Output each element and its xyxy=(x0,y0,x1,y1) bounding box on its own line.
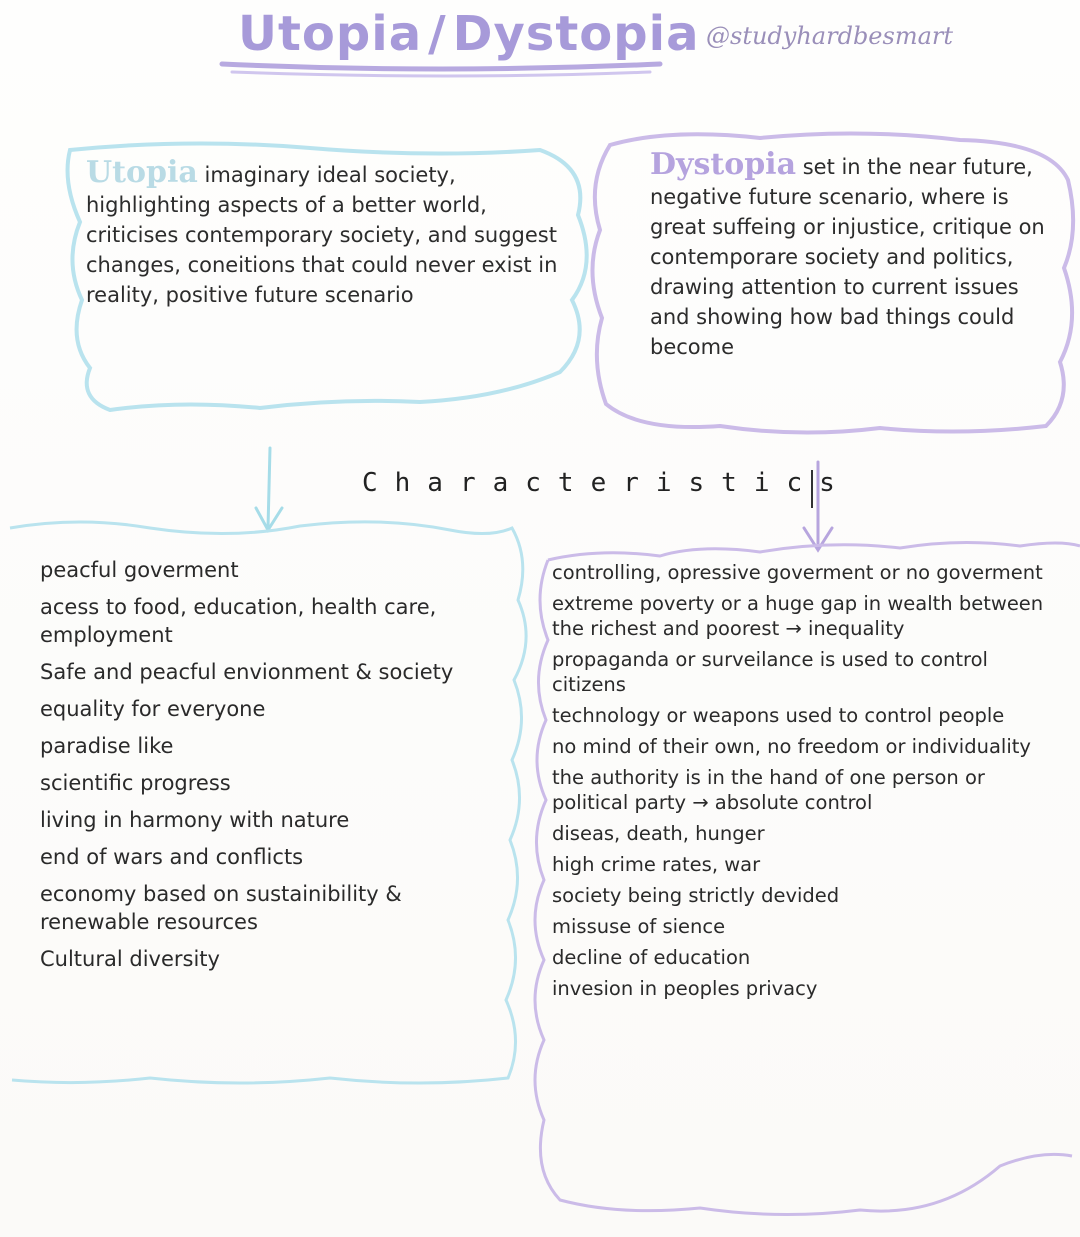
list-item: diseas, death, hunger xyxy=(552,822,765,845)
list-item: scientific progress xyxy=(40,771,231,795)
dystopia-characteristics-list xyxy=(552,560,1057,1007)
title-underline xyxy=(222,64,660,69)
page-title xyxy=(238,6,699,62)
characteristics-heading: Characteristics xyxy=(362,468,852,498)
list-item: high crime rates, war xyxy=(552,853,761,876)
dystopia-term: Dystopia xyxy=(650,147,797,182)
list-item: equality for everyone xyxy=(40,697,266,721)
list-item: society being strictly devided xyxy=(552,884,840,907)
title-utopia: Utopia xyxy=(238,6,423,62)
list-item: acess to food, education, health care, employment xyxy=(40,595,437,647)
utopia-definition-box xyxy=(86,155,566,310)
title-underline-2 xyxy=(232,72,650,76)
list-item: invesion in peoples privacy xyxy=(552,977,818,1000)
dystopia-definition: set in the near future, negative future scenario, where is great suffeing or injustice, critique on contemporare society and politics, drawing attention to current issues and showing how bad things could become xyxy=(650,155,1045,359)
utopia-characteristics-list xyxy=(40,556,510,982)
utopia-arrow xyxy=(256,448,282,530)
list-item: technology or weapons used to control people xyxy=(552,704,1005,727)
list-item: extreme poverty or a huge gap in wealth between the richest and poorest → inequality xyxy=(552,592,1044,640)
utopia-definition: imaginary ideal society, highlighting aspects of a better world, criticises contemporary society, and suggest changes, coneitions that could never exist in reality, positive future scenario xyxy=(86,163,558,307)
list-item: no mind of their own, no freedom or individuality xyxy=(552,735,1031,758)
list-item: economy based on sustainibility & renewable resources xyxy=(40,882,402,934)
list-item: missuse of sience xyxy=(552,915,726,938)
list-item: living in harmony with nature xyxy=(40,808,350,832)
title-separator: / xyxy=(428,6,447,62)
title-dystopia: Dystopia xyxy=(452,6,700,62)
utopia-term: Utopia xyxy=(86,155,198,190)
list-item: end of wars and conflicts xyxy=(40,845,304,869)
list-item: the authority is in the hand of one person or political party → absolute control xyxy=(552,766,985,814)
list-item: peacful goverment xyxy=(40,558,239,582)
list-item: Cultural diversity xyxy=(40,947,220,971)
list-item: Safe and peacful envionment & society xyxy=(40,660,454,684)
list-item: paradise like xyxy=(40,734,174,758)
list-item: propaganda or surveilance is used to control citizens xyxy=(552,648,988,696)
list-item: decline of education xyxy=(552,946,751,969)
author-handle: @studyhardbesmart xyxy=(706,22,954,50)
list-item: controlling, opressive goverment or no goverment xyxy=(552,561,1043,584)
dystopia-definition-box xyxy=(650,147,1060,362)
